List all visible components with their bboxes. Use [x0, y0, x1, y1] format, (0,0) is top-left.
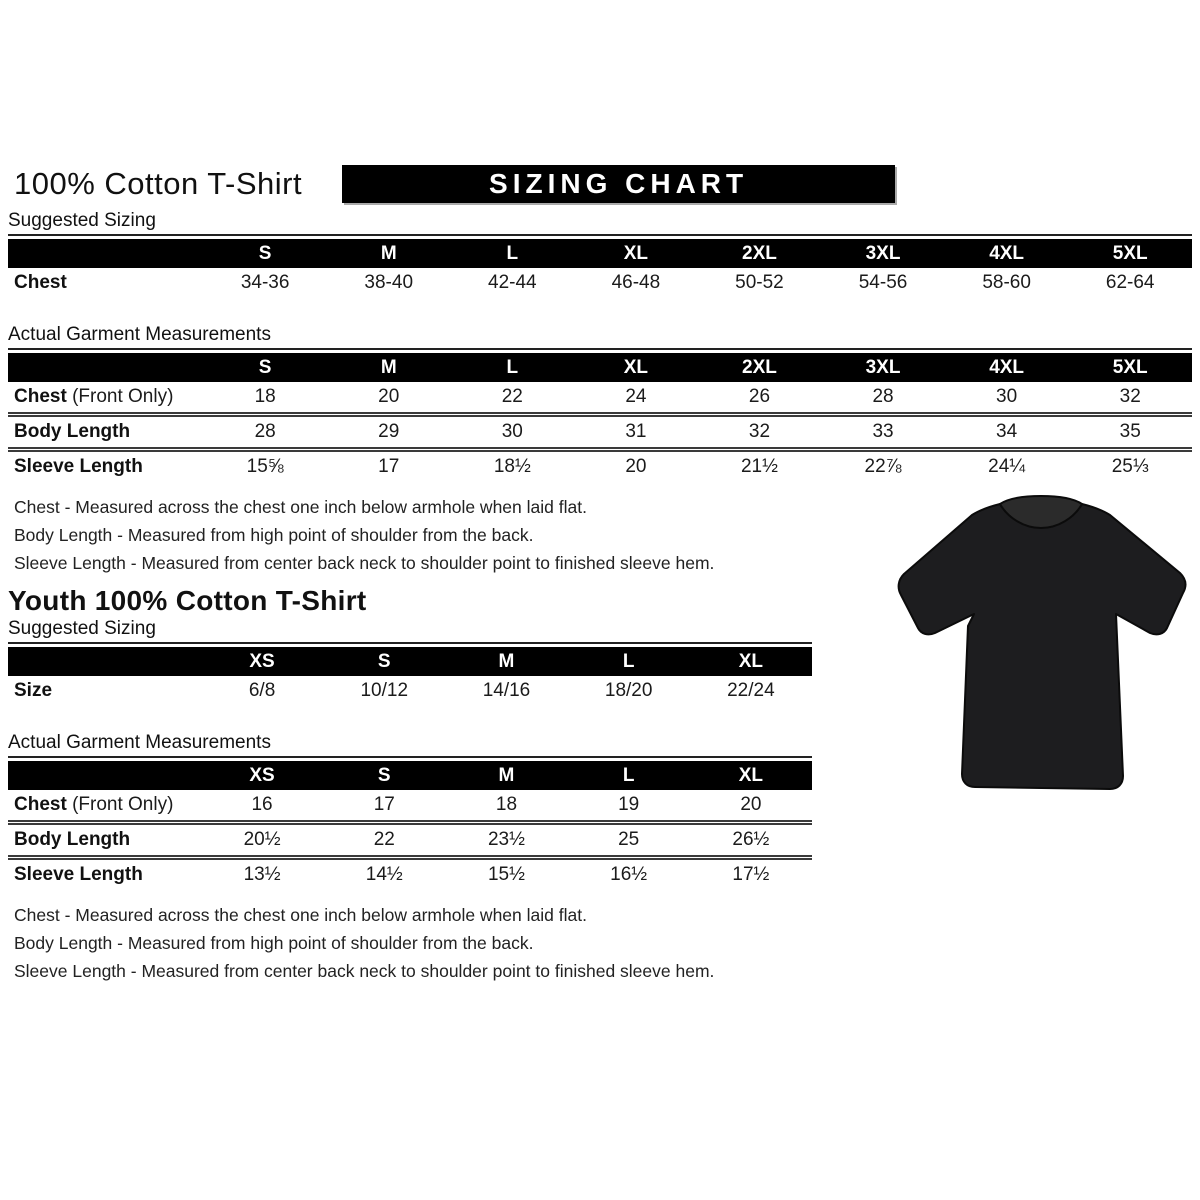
cell-chest-5xl: 62-64 [1105, 272, 1155, 293]
cell-chest-s: 17 [373, 794, 395, 815]
header-corner-cell [8, 761, 201, 790]
cell-sleeve-length-3xl: 22⅞ [821, 450, 945, 483]
cell-body-length-xl: 26½ [690, 823, 812, 858]
youth-suggested-label: Suggested Sizing [8, 617, 812, 644]
youth-section [8, 617, 812, 890]
cell-body-length-5xl: 35 [1068, 415, 1192, 450]
adult-actual-section [8, 323, 1192, 482]
youth-actual-label: Actual Garment Measurements [8, 731, 812, 758]
cell-sleeve-length-s: 15⅝ [203, 450, 327, 483]
size-header-row [8, 761, 812, 790]
size-column-header-xl: XL [574, 239, 698, 268]
row-label-sleeve-length: Sleeve Length [8, 858, 201, 891]
cell-chest-xl: 46-48 [611, 272, 661, 293]
size-column-header-m: M [445, 761, 567, 790]
cell-body-length-m: 29 [327, 415, 451, 450]
cell-sleeve-length-xl: 20 [574, 450, 698, 483]
size-column-header-s: S [323, 761, 445, 790]
row-label-size: Size [14, 680, 53, 701]
header-corner-cell [8, 353, 203, 382]
size-column-header-m: M [445, 647, 567, 676]
size-column-header-2xl: 2XL [698, 353, 822, 382]
adult-actual-label: Actual Garment Measurements [8, 323, 1192, 350]
youth-suggested-table [8, 647, 812, 706]
tshirt-body-shape [899, 504, 1186, 789]
row-body-length [8, 415, 1192, 450]
cell-body-length-m: 23½ [445, 823, 567, 858]
black-tshirt-image [888, 494, 1194, 800]
size-column-header-4xl: 4XL [945, 239, 1069, 268]
cell-size-l: 18/20 [604, 680, 653, 701]
cell-chest-s: 18 [254, 386, 276, 407]
row-label-body-length: Body Length [8, 415, 203, 450]
cell-chest-4xl: 30 [996, 386, 1018, 407]
cell-size-xs: 6/8 [248, 680, 276, 701]
cell-chest-xl: 20 [740, 794, 762, 815]
cell-sleeve-length-4xl: 24¼ [945, 450, 1069, 483]
row-label-sleeve-length: Sleeve Length [8, 450, 203, 483]
cell-body-length-s: 28 [203, 415, 327, 450]
adult-suggested-section [8, 209, 1192, 298]
row-label-chest: Chest (Front Only) [14, 386, 174, 407]
size-column-header-xs: XS [201, 647, 323, 676]
row-label-chest: Chest [14, 272, 67, 293]
cell-sleeve-length-xs: 13½ [201, 858, 323, 891]
cell-chest-4xl: 58-60 [982, 272, 1031, 293]
cell-chest-xs: 16 [251, 794, 273, 815]
header-corner-cell [8, 647, 201, 676]
size-column-header-3xl: 3XL [821, 239, 945, 268]
cell-sleeve-length-5xl: 25⅓ [1068, 450, 1192, 483]
cell-body-length-l: 30 [451, 415, 575, 450]
cell-sleeve-length-m: 17 [327, 450, 451, 483]
size-header-row [8, 647, 812, 676]
size-column-header-xs: XS [201, 761, 323, 790]
youth-suggested-section [8, 617, 812, 706]
size-header-row [8, 239, 1192, 268]
cell-chest-l: 19 [618, 794, 640, 815]
sizing-chart-banner: SIZING CHART [342, 165, 895, 203]
size-column-header-3xl: 3XL [821, 353, 945, 382]
cell-chest-xl: 24 [625, 386, 647, 407]
size-column-header-s: S [203, 239, 327, 268]
size-column-header-5xl: 5XL [1068, 353, 1192, 382]
cell-body-length-4xl: 34 [945, 415, 1069, 450]
size-column-header-xl: XL [574, 353, 698, 382]
adult-actual-table [8, 353, 1192, 482]
cell-chest-5xl: 32 [1119, 386, 1141, 407]
cell-body-length-xl: 31 [574, 415, 698, 450]
youth-actual-table [8, 761, 812, 890]
cell-size-s: 10/12 [360, 680, 409, 701]
cell-sleeve-length-l: 16½ [568, 858, 690, 891]
cell-sleeve-length-l: 18½ [451, 450, 575, 483]
cell-chest-3xl: 54-56 [858, 272, 908, 293]
black-tshirt-svg [888, 494, 1194, 800]
row-sleeve-length [8, 450, 1192, 483]
size-column-header-xl: XL [690, 761, 812, 790]
row-chest [8, 268, 1192, 298]
adult-note-body-length: Body Length - Measured from high point of shoulder from the back. [14, 525, 534, 545]
adult-note-sleeve-length: Sleeve Length - Measured from center back neck to shoulder point to finished sleeve hem. [14, 553, 715, 573]
header-row [8, 165, 1192, 209]
adult-note-chest: Chest - Measured across the chest one inch below armhole when laid flat. [14, 497, 587, 517]
cell-size-m: 14/16 [482, 680, 531, 701]
cell-chest-s: 34-36 [240, 272, 290, 293]
adult-suggested-table [8, 239, 1192, 298]
row-body-length [8, 823, 812, 858]
size-column-header-l: L [568, 647, 690, 676]
row-chest [8, 790, 812, 823]
youth-title: Youth 100% Cotton T-Shirt [8, 585, 367, 616]
cell-body-length-xs: 20½ [201, 823, 323, 858]
youth-note-sleeve-length: Sleeve Length - Measured from center back neck to shoulder point to finished sleeve hem. [14, 961, 715, 981]
cell-chest-l: 22 [501, 386, 523, 407]
row-sleeve-length [8, 858, 812, 891]
youth-note-body-length: Body Length - Measured from high point of shoulder from the back. [14, 933, 534, 953]
cell-body-length-s: 22 [323, 823, 445, 858]
cell-body-length-l: 25 [568, 823, 690, 858]
cell-sleeve-length-2xl: 21½ [698, 450, 822, 483]
cell-chest-3xl: 28 [872, 386, 894, 407]
cell-sleeve-length-xl: 17½ [690, 858, 812, 891]
row-chest [8, 382, 1192, 415]
size-header-row [8, 353, 1192, 382]
size-column-header-xl: XL [690, 647, 812, 676]
adult-suggested-label: Suggested Sizing [8, 209, 1192, 236]
youth-actual-section [8, 731, 812, 890]
cell-sleeve-length-s: 14½ [323, 858, 445, 891]
row-label-chest: Chest (Front Only) [14, 794, 174, 815]
cell-chest-m: 38-40 [364, 272, 414, 293]
size-column-header-l: L [568, 761, 690, 790]
size-column-header-s: S [203, 353, 327, 382]
cell-size-xl: 22/24 [727, 680, 775, 701]
cell-chest-l: 42-44 [488, 272, 537, 293]
header-corner-cell [8, 239, 203, 268]
page-title: 100% Cotton T-Shirt [14, 166, 303, 201]
cell-chest-m: 20 [378, 386, 400, 407]
cell-body-length-3xl: 33 [821, 415, 945, 450]
cell-sleeve-length-m: 15½ [445, 858, 567, 891]
size-column-header-l: L [451, 239, 575, 268]
cell-chest-2xl: 50-52 [735, 272, 784, 293]
size-column-header-m: M [327, 239, 451, 268]
cell-body-length-2xl: 32 [698, 415, 822, 450]
size-column-header-s: S [323, 647, 445, 676]
size-column-header-2xl: 2XL [698, 239, 822, 268]
row-size [8, 676, 812, 706]
row-label-body-length: Body Length [8, 823, 201, 858]
size-column-header-4xl: 4XL [945, 353, 1069, 382]
size-column-header-5xl: 5XL [1068, 239, 1192, 268]
cell-chest-2xl: 26 [748, 386, 771, 407]
size-column-header-l: L [451, 353, 575, 382]
youth-note-chest: Chest - Measured across the chest one inch below armhole when laid flat. [14, 905, 587, 925]
cell-chest-m: 18 [495, 794, 518, 815]
size-column-header-m: M [327, 353, 451, 382]
youth-notes [8, 902, 1192, 985]
